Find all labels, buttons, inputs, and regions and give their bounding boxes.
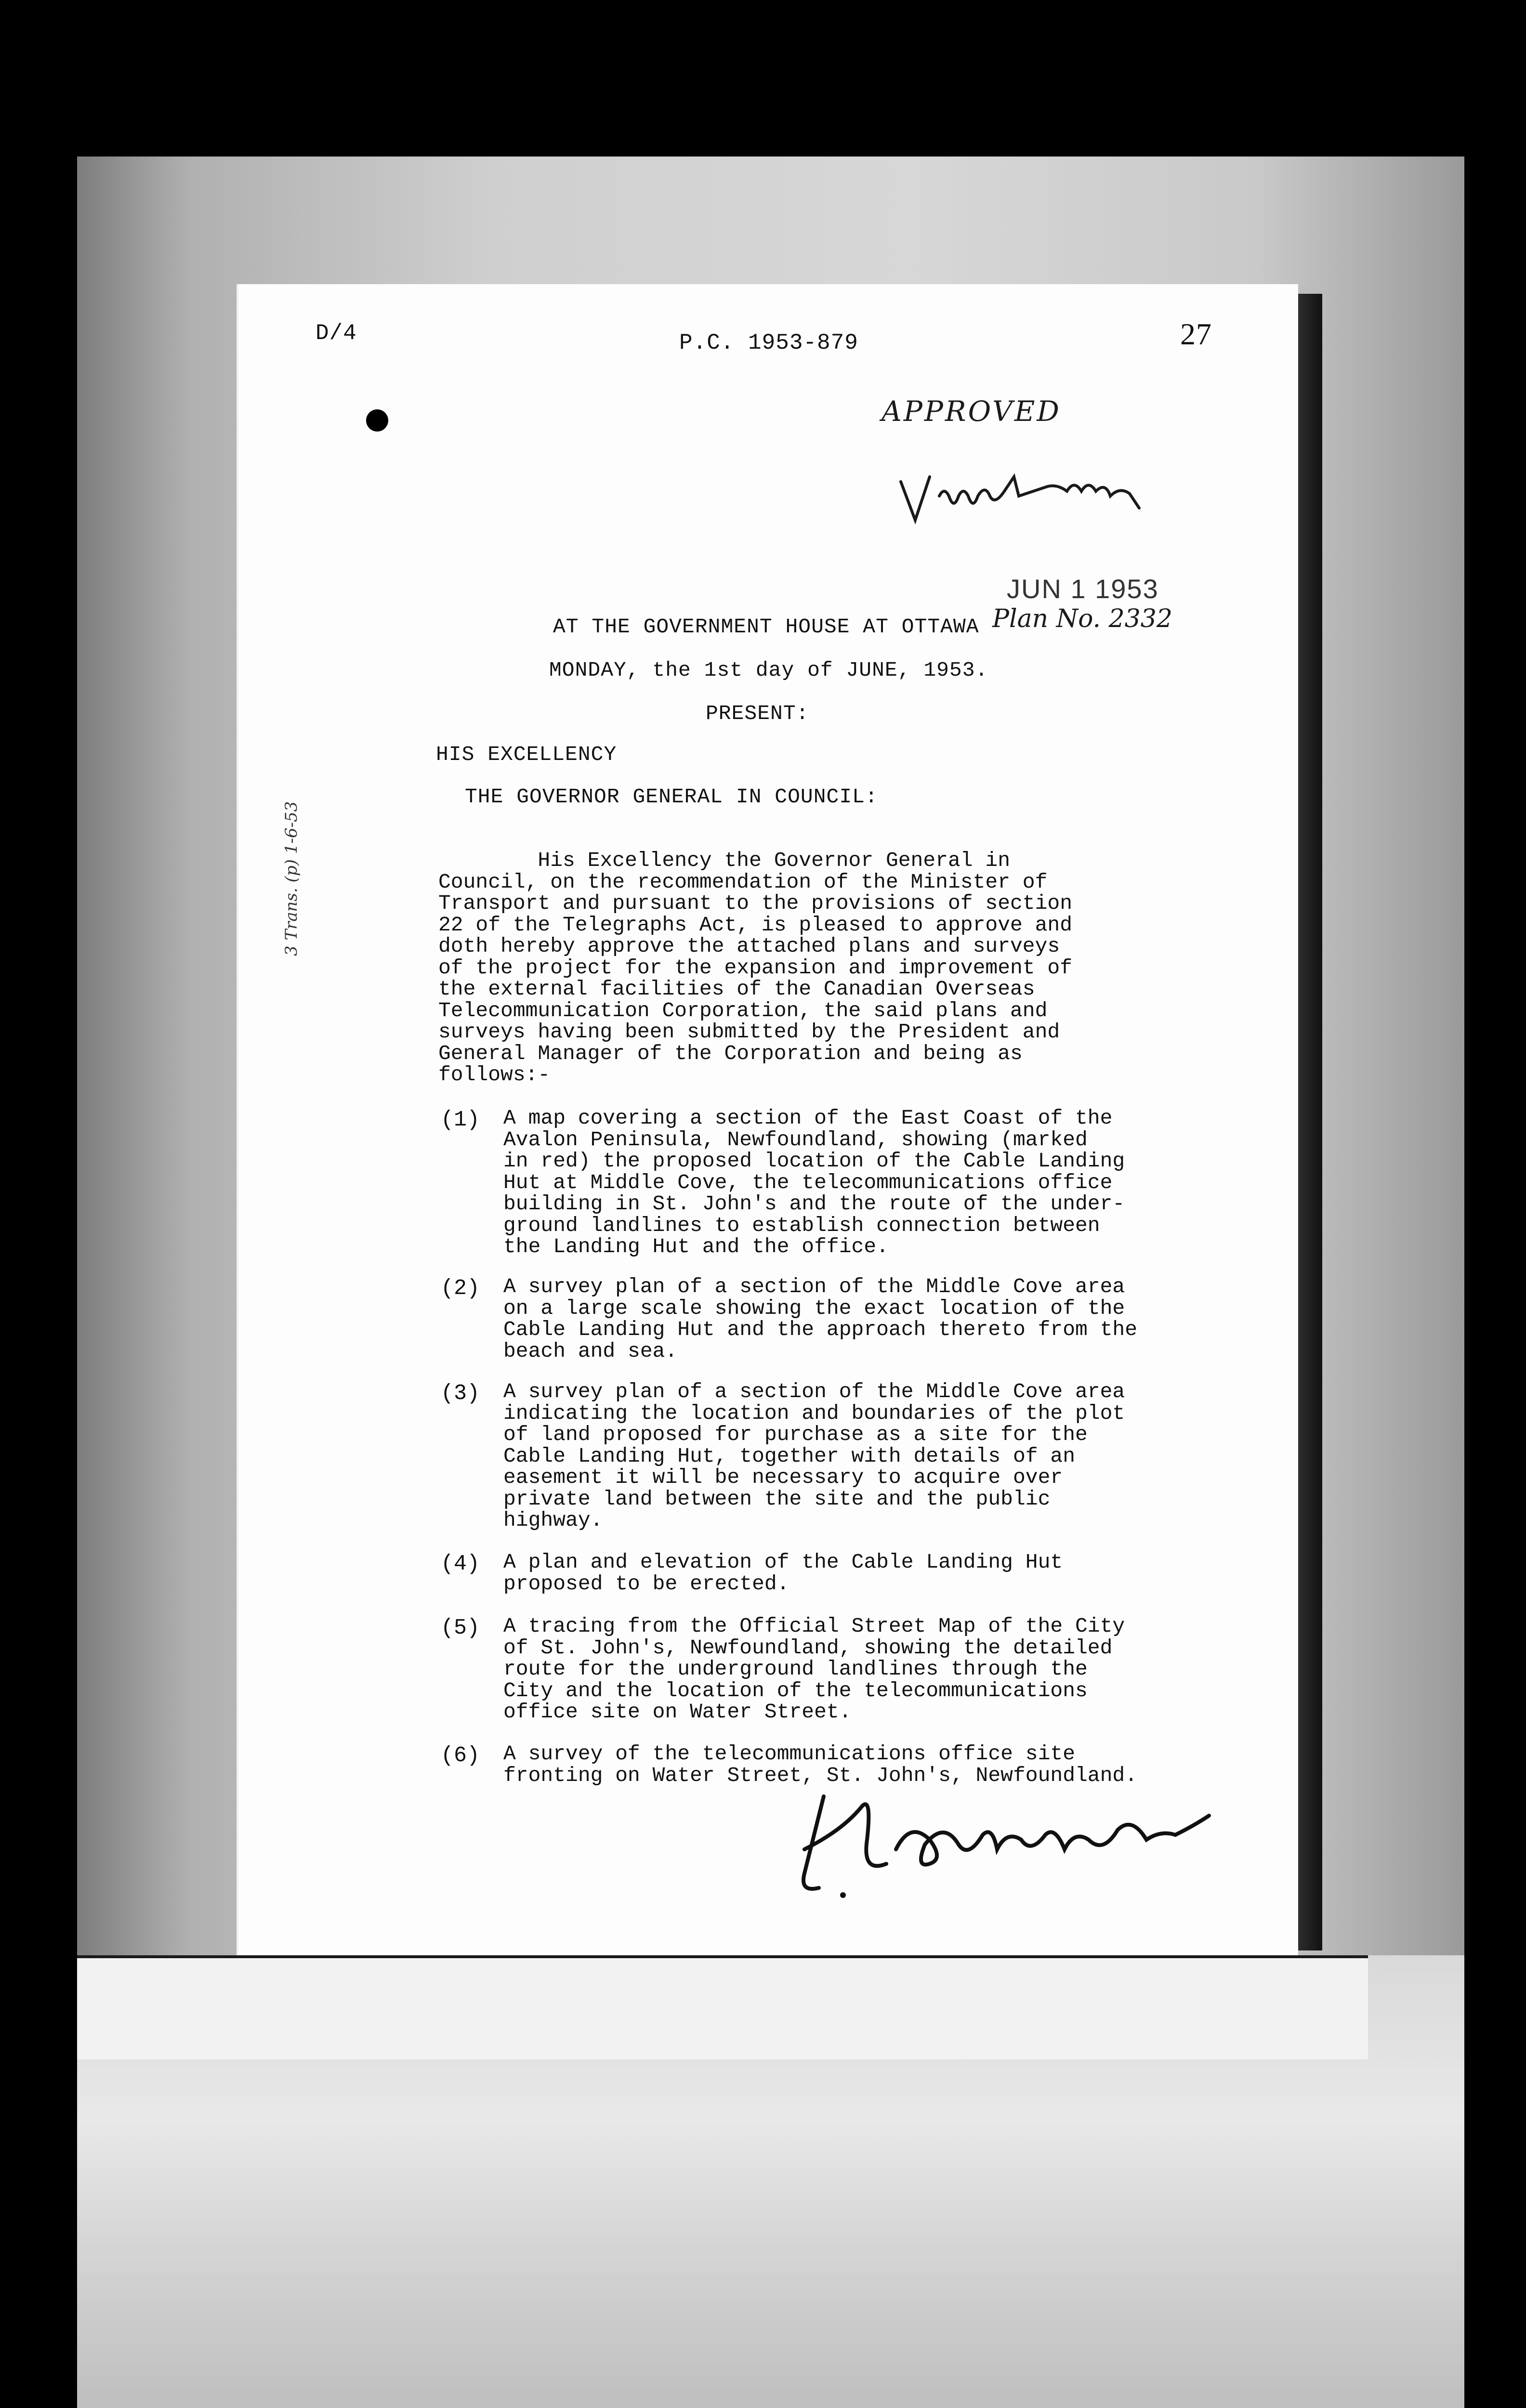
body-line: surveys having been submitted by the President and: [438, 1020, 1060, 1044]
body-line: Council, on the recommendation of the Minister of: [438, 870, 1048, 894]
item-text: [503, 1276, 1137, 1362]
body-line: General Manager of the Corporation and being as: [438, 1041, 1023, 1065]
clerk-signature-text: [785, 1792, 953, 1813]
item-line: A survey plan of a section of the Middle Cove area: [503, 1275, 1125, 1298]
item-line: office site on Water Street.: [503, 1700, 852, 1724]
item-number: (2): [441, 1276, 480, 1301]
item-line: Cable Landing Hut and the approach thereto from the: [503, 1318, 1138, 1341]
council-heading: THE GOVERNOR GENERAL IN COUNCIL:: [465, 785, 878, 809]
body-line: of the project for the expansion and improvement of: [438, 955, 1073, 980]
item-line: A survey plan of a section of the Middle Cove area: [503, 1380, 1125, 1403]
item-line: proposed to be erected.: [503, 1571, 789, 1596]
item-line: A survey of the telecommunications office site: [503, 1742, 1075, 1766]
order-number: P.C. 1953-879: [679, 330, 858, 355]
item-number: (4): [441, 1552, 480, 1576]
margin-note: 3 Trans. (p) 1-6-53: [282, 801, 301, 956]
body-paragraph: [438, 850, 1072, 1086]
approved-annotation: APPROVED: [881, 395, 1061, 428]
page-number: 27: [1180, 317, 1212, 351]
item-line: Cable Landing Hut, together with details of an: [503, 1444, 1075, 1468]
item-number: (3): [441, 1381, 480, 1406]
item-line: the Landing Hut and the office.: [503, 1235, 889, 1258]
item-line: fronting on Water Street, St. John's, Newfoundland.: [503, 1763, 1138, 1787]
item-line: City and the location of the telecommunications: [503, 1678, 1088, 1702]
location-line: AT THE GOVERNMENT HOUSE AT OTTAWA: [553, 615, 979, 639]
item-line: private land between the site and the public: [503, 1487, 1051, 1511]
item-line: building in St. John's and the route of the under-: [503, 1192, 1125, 1216]
item-text: [503, 1108, 1125, 1258]
paper-strip: [77, 1955, 1368, 2059]
item-text: [503, 1381, 1125, 1531]
plan-number-note: Plan No. 2332: [992, 604, 1172, 633]
body-line: Telecommunication Corporation, the said plans and: [438, 998, 1048, 1022]
present-label: PRESENT:: [706, 702, 809, 725]
item-number: (5): [441, 1616, 480, 1640]
item-number: (6): [441, 1743, 480, 1768]
item-line: route for the underground landlines through the: [503, 1657, 1088, 1681]
item-line: A map covering a section of the East Coast of the: [503, 1106, 1113, 1130]
file-code: D/4: [316, 321, 357, 346]
body-line: 22 of the Telegraphs Act, is pleased to approve and: [438, 913, 1073, 937]
body-line: Transport and pursuant to the provisions of section: [438, 891, 1073, 915]
body-line: follows:-: [438, 1063, 551, 1086]
item-line: in red) the proposed location of the Cable Landing: [503, 1149, 1125, 1173]
item-number: (1): [441, 1108, 480, 1132]
body-line: doth hereby approve the attached plans and surveys: [438, 934, 1060, 958]
item-line: Hut at Middle Cove, the telecommunications office: [503, 1170, 1113, 1194]
governor-signature-text: [896, 462, 1077, 484]
item-text: [503, 1616, 1125, 1723]
punch-hole: [366, 409, 388, 432]
item-line: of St. John's, Newfoundland, showing the detailed: [503, 1636, 1113, 1660]
date-stamp: JUN 1 1953: [1007, 574, 1159, 604]
item-line: easement it will be necessary to acquire over: [503, 1466, 1063, 1489]
body-line: His Excellency the Governor General in: [438, 849, 1010, 872]
item-line: indicating the location and boundaries of the plot: [503, 1401, 1125, 1425]
his-excellency: HIS EXCELLENCY: [436, 743, 617, 766]
item-line: Avalon Peninsula, Newfoundland, showing (marked: [503, 1127, 1088, 1152]
item-line: on a large scale showing the exact location of the: [503, 1296, 1125, 1320]
item-line: highway.: [503, 1508, 603, 1532]
item-line: A plan and elevation of the Cable Landing Hut: [503, 1550, 1063, 1574]
body-line: the external facilities of the Canadian Overseas: [438, 977, 1035, 1001]
item-line: of land proposed for purchase as a site for the: [503, 1423, 1088, 1446]
item-line: ground landlines to establish connection between: [503, 1213, 1100, 1237]
item-line: beach and sea.: [503, 1339, 678, 1363]
item-line: A tracing from the Official Street Map of the City: [503, 1614, 1125, 1638]
item-text: [503, 1552, 1063, 1595]
date-line: MONDAY, the 1st day of JUNE, 1953.: [549, 658, 988, 682]
